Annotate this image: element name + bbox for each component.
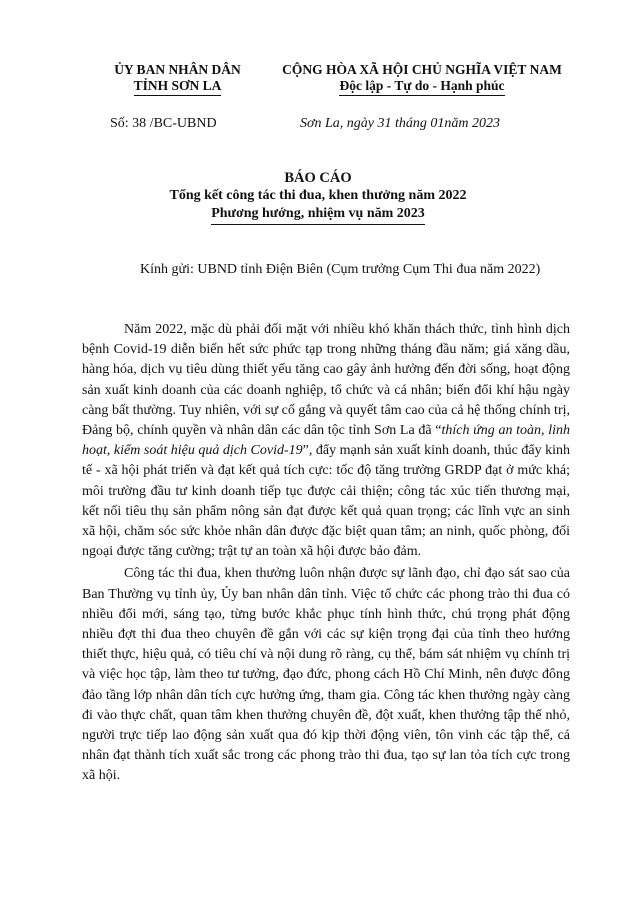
document-subtitle-1: Tổng kết công tác thi đua, khen thưởng năm 2022 bbox=[169, 188, 467, 203]
body-paragraph-1 bbox=[82, 320, 570, 562]
national-motto bbox=[262, 62, 582, 96]
document-title: BÁO CÁO bbox=[284, 170, 352, 186]
body-paragraph-2: Công tác thi đua, khen thưởng luôn nhận được sự lãnh đạo, chỉ đạo sát sao của Ban Thường vụ tỉnh ủy, Ủy ban nhân dân tỉnh. Việc tổ chức các phong trào thi đua có nhiều đổi mới, sáng tạo, từng bước khắc phục tính hình thức, chú trọng phát động nhiều đợt thi đua theo chuyên đề gắn với các sự kiện trọng đại của tỉnh theo hướng thiết thực, hiệu quả, có tiêu chí và nội dung rõ ràng, cụ thể, bám sát nhiệm vụ chính trị và việc học tập, làm theo tư tưởng, đạo đức, phong cách Hồ Chí Minh, nên được đông đảo tầng lớp nhân dân tích cực hưởng ứng, tham gia. Công tác khen thưởng ngày càng đi vào thực chất, quan tâm khen thưởng chuyên đề, đột xuất, khen thưởng tập thể nhỏ, người trực tiếp lao động sản xuất qua đó kịp thời động viên, tôn vinh các tập thể, cá nhân đạt thành tích xuất sắc trong các phong trào thi đua, tạo sự lan tỏa tích cực trong xã hội. bbox=[82, 566, 570, 784]
agency-name: ỦY BAN NHÂN DÂN bbox=[114, 62, 241, 77]
recipient-line: Kính gửi: UBND tỉnh Điện Biên (Cụm trưởng Cụm Thi đua năm 2022) bbox=[140, 262, 541, 277]
agency-province: TỈNH SƠN LA bbox=[134, 78, 222, 96]
document-date: Sơn La, ngày 31 tháng 01năm 2023 bbox=[300, 116, 500, 131]
issuing-agency bbox=[100, 62, 255, 96]
quoted-slogan: thích ứng an toàn, linh hoạt, kiểm soát hiệu quả dịch Covid-19 bbox=[82, 423, 570, 459]
document-title-block bbox=[0, 169, 636, 225]
document-body bbox=[82, 320, 570, 789]
motto: Độc lập - Tự do - Hạnh phúc bbox=[339, 78, 504, 96]
paragraph-1-text-start: Năm 2022, mặc dù phải đối mặt với nhiều khó khăn thách thức, tình hình dịch bệnh Covid-19 diễn biến hết sức phức tạp trong những tháng đầu năm; giá xăng dầu, hàng hóa, dịch vụ tiêu dùng thiết yếu tăng cao gây ảnh hưởng đến đời sống, hoạt động sản xuất kinh doanh của các doanh nghiệp, tổ chức và cá nhân; biến đổi khí hậu ngày càng bất thường. Tuy nhiên, với sự cố gắng và quyết tâm cao của cả hệ thống chính trị, Đảng bộ, chính quyền và nhân dân các dân tộc tỉnh Sơn La đã “ bbox=[82, 322, 570, 439]
paragraph-1-text-end: ”, đẩy mạnh sản xuất kinh doanh, thúc đẩy kinh tế - xã hội phát triển và đạt kết quả tích cực: tốc độ tăng trưởng GRDP đạt ở mức khá; môi trường đầu tư kinh doanh tiếp tục được cải thiện; công tác xúc tiến thương mại, kết nối tiêu thụ sản phẩm nông sản đạt được kết quả quan trọng; các lĩnh vực an sinh xã hội, chăm sóc sức khỏe nhân dân được đặc biệt quan tâm; an ninh, quốc phòng, đối ngoại được tăng cường; trật tự an toàn xã hội được bảo đảm. bbox=[82, 443, 571, 560]
document-subtitle-2: Phương hướng, nhiệm vụ năm 2023 bbox=[211, 205, 425, 225]
document-number: Số: 38 /BC-UBND bbox=[110, 116, 217, 131]
nation-name: CỘNG HÒA XÃ HỘI CHỦ NGHĨA VIỆT NAM bbox=[282, 62, 562, 77]
